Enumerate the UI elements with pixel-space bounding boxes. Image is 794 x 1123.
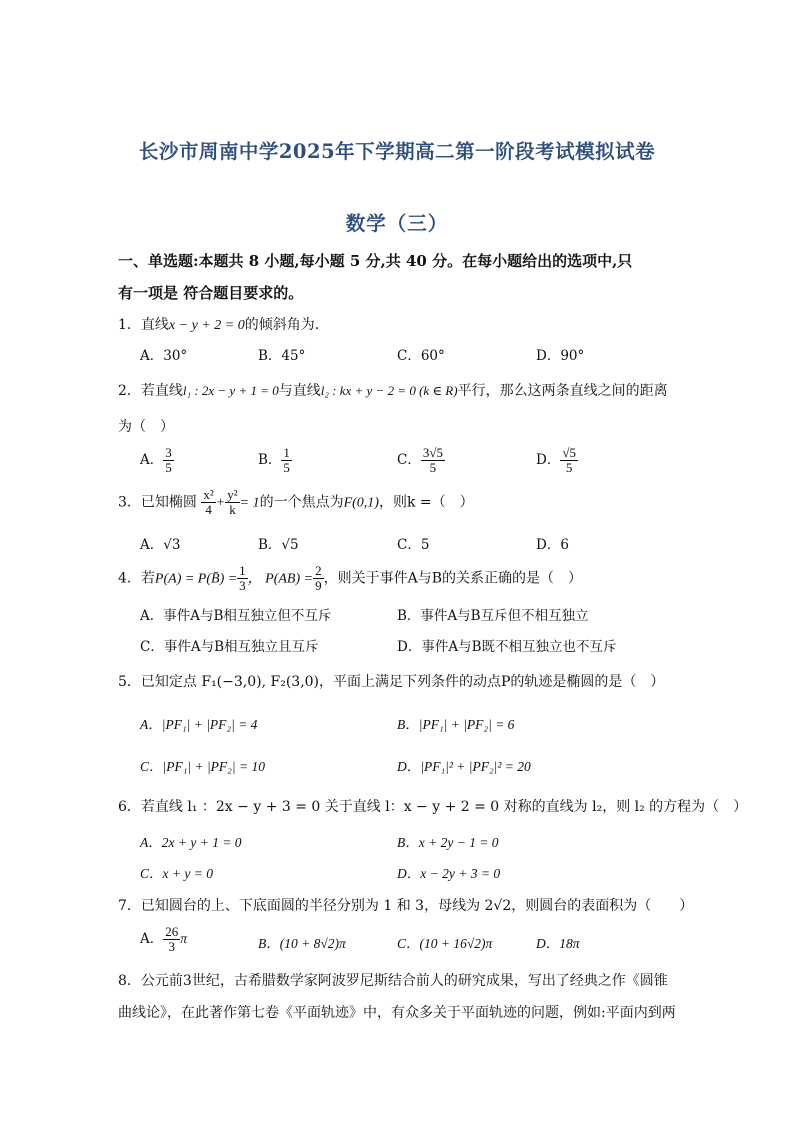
q7-option-a-den: 3 (168, 939, 175, 954)
q4-fraction-1-num: 1 (239, 563, 246, 578)
q1-suffix: 的倾斜角为． (244, 317, 329, 333)
question-7: 7．已知圆台的上、下底面圆的半径分别为 1 和 3，母线为 2√2，则圆台的表面积为（ ） (118, 898, 694, 914)
q2-option-b-fraction (281, 446, 292, 475)
q1-prefix: 1．直线 (118, 317, 169, 333)
q2-option-c-num: 3√5 (422, 445, 443, 460)
q2-option-b-label: B． (258, 452, 282, 468)
q2-option-d-num: √5 (562, 445, 576, 460)
q4-fraction-1-den: 3 (239, 578, 246, 593)
q4-suffix: ，则关于事件A与B的关系正确的是（ ） (323, 570, 583, 587)
q2-option-c (397, 446, 445, 475)
q7-option-b: B．(10 + 8√2)π (258, 936, 346, 951)
exam-title: 长沙市周南中学2025年下学期高二第一阶段考试模拟试卷 (138, 140, 656, 163)
q2-option-b-den: 5 (283, 460, 290, 475)
q3-plus: + (215, 495, 226, 511)
q3-fraction-y-num: y² (227, 487, 238, 502)
q1-equation: x − y + 2 = 0 (168, 318, 245, 333)
q3-option-c: C．5 (397, 537, 430, 553)
q2-suffix: 平行，那么这两条直线之间的距离 (457, 383, 668, 399)
q3-option-d: D．6 (536, 537, 569, 553)
q3-suffix: ，则k =（ ） (378, 494, 474, 511)
question-3 (118, 488, 474, 517)
question-4 (118, 564, 582, 593)
q3-fraction-x-num: x² (203, 487, 214, 502)
q4-prefix: 4．若 (118, 570, 155, 587)
q2-option-b-num: 1 (283, 445, 290, 460)
q2-option-c-fraction (421, 446, 445, 475)
q2-option-d (536, 446, 578, 475)
q3-fraction-y-den: k (229, 502, 236, 517)
q4-fraction-2-num: 2 (315, 563, 322, 578)
question-2-line2: 为（ ） (118, 419, 174, 435)
question-2-line1 (118, 380, 668, 400)
q3-mid: 的一个焦点为 (259, 494, 344, 511)
q2-option-d-label: D． (536, 452, 561, 468)
q2-option-a (140, 446, 174, 475)
q3-focus: F(0,1) (343, 495, 379, 511)
q2-prefix: 2．若直线 (118, 383, 183, 399)
q2-line-l1: l₁ : 2x − y + 1 = 0 (182, 383, 279, 398)
q4-fraction-2-den: 9 (315, 578, 322, 593)
q4-fraction-2 (313, 564, 324, 593)
q1-option-d: D．90° (536, 348, 585, 364)
q3-equals: = 1 (239, 495, 260, 511)
q2-line-l2: l₂ : kx + y − 2 = 0 (k ∈ R) (320, 383, 458, 398)
question-8-line2: 曲线论》，在此著作第七卷《平面轨迹》中，有众多关于平面轨迹的问题，例如:平面内到两 (118, 1005, 676, 1021)
q6-option-c: C．x + y = 0 (140, 866, 213, 881)
q3-option-b: B．√5 (258, 537, 299, 553)
q4-option-a: A．事件A与B相互独立但不互斥 (140, 608, 332, 624)
q1-option-c: C．60° (397, 348, 445, 364)
q7-option-a-label: A． (140, 931, 164, 947)
q5-option-a: A．|PF₁| + |PF₂| = 4 (140, 717, 258, 732)
question-5: 5．已知定点 F₁(−3,0), F₂(3,0)，平面上满足下列条件的动点P的轨迹是椭圆的是（ ） (118, 674, 665, 690)
q2-connector: 与直线 (278, 383, 321, 399)
section-heading-line2: 有一项是 符合题目要求的。 (118, 284, 304, 302)
q7-option-c: C．(10 + 16√2)π (397, 936, 493, 951)
q3-fraction-x (201, 488, 215, 517)
q2-option-d-den: 5 (565, 460, 573, 475)
q2-option-a-num: 3 (165, 445, 172, 460)
exam-subtitle: 数学（三） (345, 212, 449, 235)
q2-option-c-label: C． (397, 452, 421, 468)
q2-option-a-den: 5 (165, 460, 172, 475)
q3-fraction-y (225, 488, 239, 517)
q6-option-d: D．x − 2y + 3 = 0 (397, 866, 501, 881)
q2-option-a-fraction (163, 446, 174, 475)
q1-option-a: A．30° (140, 348, 188, 364)
q2-option-a-label: A． (140, 452, 164, 468)
q2-option-b (258, 446, 292, 475)
q1-option-b: B．45° (258, 348, 306, 364)
question-6: 6．若直线 l₁ ：2x − y + 3 = 0 关于直线 l：x − y + 2 = 0 对称的直线为 l₂，则 l₂ 的方程为（ ） (118, 799, 748, 815)
q5-option-d: D．|PF₁|² + |PF₂|² = 20 (397, 759, 531, 774)
q7-option-a-num: 26 (165, 924, 179, 939)
q4-option-b: B．事件A与B互斥但不相互独立 (397, 608, 589, 624)
q5-option-c: C．|PF₁| + |PF₂| = 10 (140, 759, 265, 774)
q4-fraction-1 (237, 564, 248, 593)
q2-option-c-den: 5 (429, 460, 437, 475)
q3-prefix: 3．已知椭圆 (118, 494, 197, 511)
question-8-line1: 8．公元前3世纪，古希腊数学家阿波罗尼斯结合前人的研究成果，写出了经典之作《圆锥 (118, 973, 668, 989)
q6-option-b: B．x + 2y − 1 = 0 (397, 835, 499, 850)
q7-option-a (140, 925, 187, 954)
q7-option-a-fraction (163, 925, 180, 954)
q4-expr2: ， P(AB) = (247, 571, 314, 587)
q4-option-d: D．事件A与B既不相互独立也不互斥 (397, 639, 617, 655)
q2-option-d-fraction (560, 446, 578, 475)
q3-option-a: A．√3 (140, 537, 181, 553)
q3-fraction-x-den: 4 (205, 502, 212, 517)
q6-option-a: A．2x + y + 1 = 0 (140, 835, 242, 850)
q4-expr1: P(A) = P(B̄) = (154, 571, 238, 587)
q5-option-b: B．|PF₁| + |PF₂| = 6 (397, 717, 515, 732)
q7-option-a-pi: π (180, 931, 188, 946)
q4-option-c: C．事件A与B相互独立且互斥 (140, 639, 319, 655)
q7-option-d: D．18π (536, 936, 580, 951)
question-1 (118, 314, 329, 334)
section-heading-line1: 一、单选题:本题共 8 小题,每小题 5 分,共 40 分。在每小题给出的选项中,只 (118, 252, 633, 270)
